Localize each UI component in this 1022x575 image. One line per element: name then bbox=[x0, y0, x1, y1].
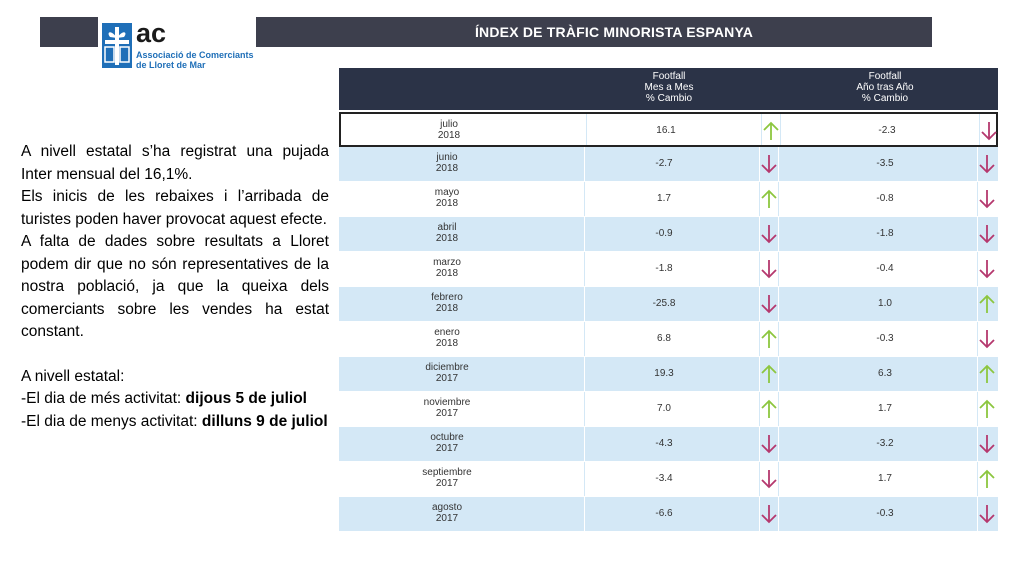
table-row bbox=[339, 287, 998, 322]
header-mom-line-3: % Cambio bbox=[645, 93, 693, 104]
row-period bbox=[389, 119, 509, 141]
row-period bbox=[387, 432, 507, 454]
logo-line-1: Associació de Comerciants bbox=[136, 50, 254, 60]
row-year: 2017 bbox=[435, 408, 459, 419]
logo-line-2: de Lloret de Mar bbox=[136, 60, 206, 70]
arrow-up-icon bbox=[760, 398, 778, 420]
paragraph-5 bbox=[21, 388, 329, 411]
table-row bbox=[339, 497, 998, 532]
row-month: noviembre bbox=[423, 397, 471, 408]
row-period bbox=[387, 467, 507, 489]
header-year-on-year bbox=[805, 71, 965, 104]
footfall-table bbox=[339, 68, 998, 533]
table-row bbox=[339, 147, 998, 182]
row-mom-value: 7.0 bbox=[657, 403, 671, 414]
row-period bbox=[387, 257, 507, 279]
row-year: 2018 bbox=[435, 163, 459, 174]
row-yoy-value: -3.5 bbox=[876, 158, 894, 169]
arrow-down-icon bbox=[978, 503, 996, 525]
table-row bbox=[339, 217, 998, 252]
page-title: ÍNDEX DE TRÀFIC MINORISTA ESPANYA bbox=[474, 24, 754, 40]
paragraph-6 bbox=[21, 411, 329, 434]
least-activity-day: dilluns 9 de juliol bbox=[201, 412, 328, 430]
row-yoy-value: 6.3 bbox=[878, 368, 892, 379]
row-month: mayo bbox=[434, 187, 460, 198]
row-year: 2017 bbox=[435, 443, 459, 454]
arrow-up-icon bbox=[760, 188, 778, 210]
row-period bbox=[387, 292, 507, 314]
row-month: agosto bbox=[431, 502, 463, 513]
table-row bbox=[339, 252, 998, 287]
row-month: septiembre bbox=[422, 467, 472, 478]
row-yoy-value: 1.7 bbox=[878, 473, 892, 484]
table-row bbox=[339, 112, 998, 147]
arrow-up-icon bbox=[978, 468, 996, 490]
row-month: octubre bbox=[430, 432, 464, 443]
row-mom-value: 1.7 bbox=[657, 193, 671, 204]
arrow-down-icon bbox=[978, 188, 996, 210]
arrow-down-icon bbox=[760, 223, 778, 245]
arrow-up-icon bbox=[978, 363, 996, 385]
row-mom-value: -2.7 bbox=[655, 158, 673, 169]
arrow-down-icon bbox=[978, 433, 996, 455]
arrow-down-icon bbox=[760, 258, 778, 280]
row-yoy-value: -0.3 bbox=[876, 333, 894, 344]
row-mom-value: -1.8 bbox=[655, 263, 673, 274]
row-period bbox=[387, 502, 507, 524]
row-month: febrero bbox=[431, 292, 463, 303]
row-yoy-value: 1.7 bbox=[878, 403, 892, 414]
row-mom-value: -3.4 bbox=[655, 473, 673, 484]
row-year: 2018 bbox=[437, 130, 461, 141]
least-activity-label: -El dia de menys activitat: bbox=[21, 412, 202, 430]
header-month-on-month bbox=[589, 71, 749, 104]
row-mom-value: -6.6 bbox=[655, 508, 673, 519]
arrow-up-icon bbox=[760, 363, 778, 385]
row-year: 2017 bbox=[435, 373, 459, 384]
table-header bbox=[339, 68, 998, 110]
row-period bbox=[387, 397, 507, 419]
row-mom-value: 16.1 bbox=[656, 125, 676, 136]
row-mom-value: -0.9 bbox=[655, 228, 673, 239]
logo bbox=[98, 17, 256, 72]
row-yoy-value: -1.8 bbox=[876, 228, 894, 239]
arrow-up-icon bbox=[762, 120, 780, 142]
arrow-down-icon bbox=[760, 293, 778, 315]
paragraph-4: A nivell estatal: bbox=[21, 367, 125, 385]
row-mom-value: 6.8 bbox=[657, 333, 671, 344]
most-activity-label: -El dia de més activitat: bbox=[21, 390, 186, 407]
row-period bbox=[387, 222, 507, 244]
row-period bbox=[387, 187, 507, 209]
row-year: 2018 bbox=[435, 338, 459, 349]
logo-acronym: ac bbox=[136, 18, 167, 48]
arrow-down-icon bbox=[760, 433, 778, 455]
paragraph-2: Els inicis de les rebaixes i l’arribada de turistes poden haver provocat aquest efecte. bbox=[21, 188, 329, 228]
row-month: julio bbox=[440, 119, 458, 130]
row-mom-value: -4.3 bbox=[655, 438, 673, 449]
table-body bbox=[339, 112, 998, 532]
row-year: 2018 bbox=[435, 268, 459, 279]
header-yoy-line-1: Footfall bbox=[868, 71, 902, 82]
row-year: 2018 bbox=[435, 303, 459, 314]
row-period bbox=[387, 327, 507, 349]
row-period bbox=[387, 152, 507, 174]
table-row bbox=[339, 392, 998, 427]
arrow-down-icon bbox=[760, 153, 778, 175]
paragraph-1: A nivell estatal s’ha registrat una pujada Inter mensual del 16,1%. bbox=[21, 143, 329, 183]
row-year: 2018 bbox=[435, 198, 459, 209]
row-yoy-value: -2.3 bbox=[878, 125, 896, 136]
row-month: abril bbox=[437, 222, 457, 233]
row-month: enero bbox=[434, 327, 460, 338]
row-yoy-value: -0.3 bbox=[876, 508, 894, 519]
commentary bbox=[21, 141, 329, 433]
gift-logo-icon bbox=[102, 23, 132, 68]
row-year: 2017 bbox=[435, 478, 459, 489]
table-row bbox=[339, 462, 998, 497]
arrow-up-icon bbox=[760, 328, 778, 350]
header-yoy-line-3: % Cambio bbox=[861, 93, 909, 104]
row-year: 2018 bbox=[435, 233, 459, 244]
header-mom-line-1: Footfall bbox=[652, 71, 686, 82]
row-month: diciembre bbox=[425, 362, 469, 373]
arrow-down-icon bbox=[978, 223, 996, 245]
header-yoy-line-2: Año tras Año bbox=[856, 82, 914, 93]
row-period bbox=[387, 362, 507, 384]
arrow-down-icon bbox=[760, 468, 778, 490]
arrow-down-icon bbox=[760, 503, 778, 525]
arrow-up-icon bbox=[978, 398, 996, 420]
table-row bbox=[339, 322, 998, 357]
arrow-down-icon bbox=[980, 120, 998, 142]
arrow-down-icon bbox=[978, 153, 996, 175]
table-row bbox=[339, 427, 998, 462]
table-row bbox=[339, 357, 998, 392]
row-mom-value: 19.3 bbox=[654, 368, 674, 379]
row-yoy-value: -3.2 bbox=[876, 438, 894, 449]
header-mom-line-2: Mes a Mes bbox=[644, 82, 694, 93]
row-month: marzo bbox=[433, 257, 461, 268]
row-month: junio bbox=[436, 152, 458, 163]
most-activity-day: dijous 5 de juliol bbox=[185, 390, 307, 407]
table-row bbox=[339, 182, 998, 217]
row-yoy-value: -0.8 bbox=[876, 193, 894, 204]
arrow-up-icon bbox=[978, 293, 996, 315]
row-mom-value: -25.8 bbox=[652, 298, 676, 309]
paragraph-3: A falta de dades sobre resultats a Lloret podem dir que no són representatives de la nostra població, ja que la queixa dels comerciants sobre les vendes ha estat constant. bbox=[21, 233, 329, 340]
arrow-down-icon bbox=[978, 258, 996, 280]
logo-subtitle bbox=[136, 50, 256, 70]
arrow-down-icon bbox=[978, 328, 996, 350]
row-yoy-value: -0.4 bbox=[876, 263, 894, 274]
row-year: 2017 bbox=[435, 513, 459, 524]
row-yoy-value: 1.0 bbox=[878, 298, 892, 309]
